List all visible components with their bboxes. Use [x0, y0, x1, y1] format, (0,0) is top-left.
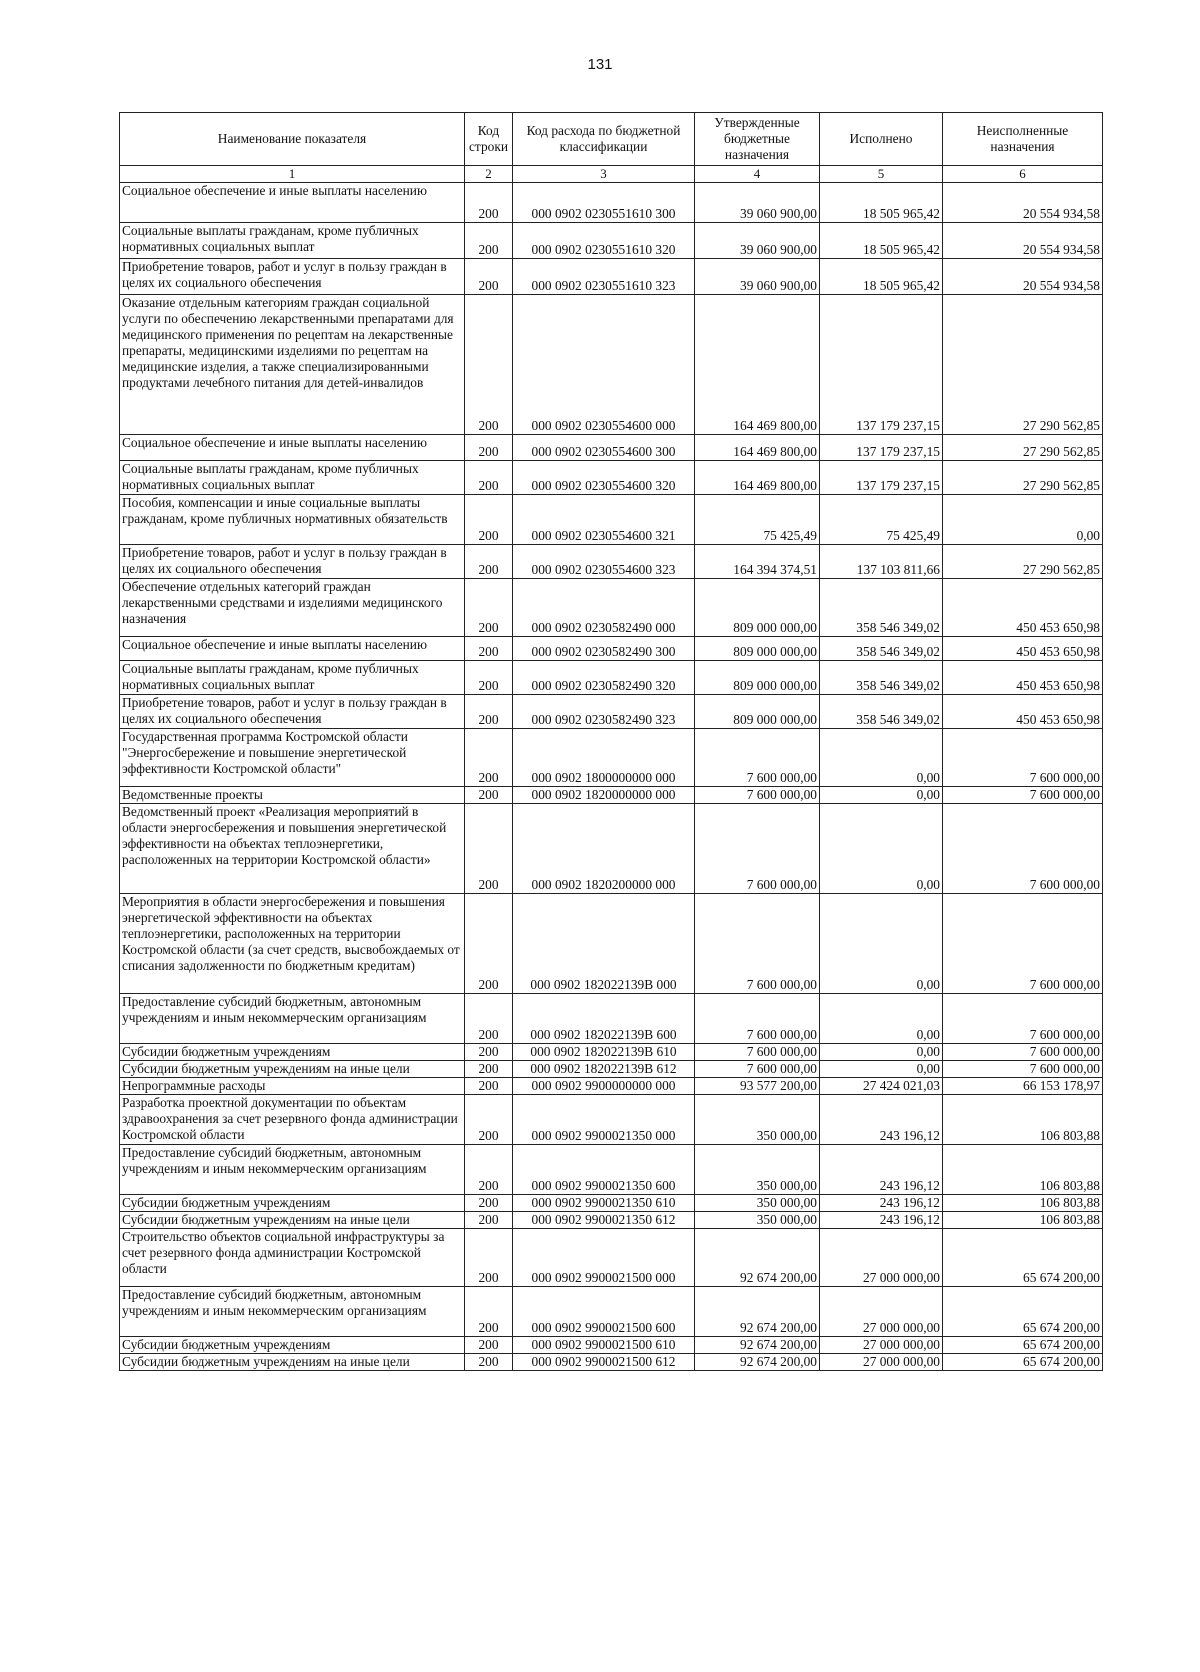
row-unexecuted: 106 803,88 — [943, 1145, 1103, 1195]
row-code: 200 — [465, 804, 513, 894]
row-name: Социальные выплаты гражданам, кроме публичных нормативных социальных выплат — [120, 223, 465, 259]
row-approved: 39 060 900,00 — [695, 183, 820, 223]
table-row — [120, 1287, 1103, 1337]
row-unexecuted: 450 453 650,98 — [943, 695, 1103, 729]
row-name: Ведомственные проекты — [120, 787, 465, 804]
row-executed: 243 196,12 — [820, 1095, 943, 1145]
row-name: Предоставление субсидий бюджетным, автономным учреждениям и иным некоммерческим организациям — [120, 1287, 465, 1337]
row-unexecuted: 27 290 562,85 — [943, 461, 1103, 495]
row-classification: 000 0902 1820000000 000 — [513, 787, 695, 804]
row-code: 200 — [465, 661, 513, 695]
table-row — [120, 787, 1103, 804]
row-unexecuted: 20 554 934,58 — [943, 223, 1103, 259]
row-code: 200 — [465, 1212, 513, 1229]
row-unexecuted: 106 803,88 — [943, 1212, 1103, 1229]
row-approved: 809 000 000,00 — [695, 661, 820, 695]
row-approved: 809 000 000,00 — [695, 695, 820, 729]
column-number: 1 — [120, 166, 465, 183]
row-unexecuted: 65 674 200,00 — [943, 1287, 1103, 1337]
row-executed: 75 425,49 — [820, 495, 943, 545]
table-row — [120, 495, 1103, 545]
row-code: 200 — [465, 1229, 513, 1287]
row-approved: 92 674 200,00 — [695, 1337, 820, 1354]
row-executed: 27 000 000,00 — [820, 1354, 943, 1371]
row-approved: 75 425,49 — [695, 495, 820, 545]
row-unexecuted: 66 153 178,97 — [943, 1078, 1103, 1095]
row-classification: 000 0902 182022139В 612 — [513, 1061, 695, 1078]
row-unexecuted: 106 803,88 — [943, 1095, 1103, 1145]
row-approved: 350 000,00 — [695, 1145, 820, 1195]
row-code: 200 — [465, 295, 513, 435]
table-row — [120, 183, 1103, 223]
row-unexecuted: 20 554 934,58 — [943, 259, 1103, 295]
row-classification: 000 0902 0230554600 300 — [513, 435, 695, 461]
row-name: Непрограммные расходы — [120, 1078, 465, 1095]
row-classification: 000 0902 9900000000 000 — [513, 1078, 695, 1095]
row-name: Субсидии бюджетным учреждениям на иные цели — [120, 1061, 465, 1078]
row-approved: 7 600 000,00 — [695, 994, 820, 1044]
row-name: Социальное обеспечение и иные выплаты населению — [120, 637, 465, 661]
table-row — [120, 1212, 1103, 1229]
row-classification: 000 0902 0230582490 000 — [513, 579, 695, 637]
row-code: 200 — [465, 894, 513, 994]
table-row — [120, 894, 1103, 994]
row-code: 200 — [465, 1078, 513, 1095]
table-row — [120, 637, 1103, 661]
row-unexecuted: 7 600 000,00 — [943, 729, 1103, 787]
row-approved: 7 600 000,00 — [695, 787, 820, 804]
row-code: 200 — [465, 1145, 513, 1195]
header-code: Код строки — [465, 113, 513, 166]
table-row — [120, 435, 1103, 461]
row-approved: 92 674 200,00 — [695, 1287, 820, 1337]
row-classification: 000 0902 182022139В 600 — [513, 994, 695, 1044]
row-name: Приобретение товаров, работ и услуг в пользу граждан в целях их социального обеспечения — [120, 695, 465, 729]
row-executed: 243 196,12 — [820, 1145, 943, 1195]
row-name: Социальные выплаты гражданам, кроме публичных нормативных социальных выплат — [120, 461, 465, 495]
row-executed: 18 505 965,42 — [820, 223, 943, 259]
row-code: 200 — [465, 461, 513, 495]
row-name: Социальные выплаты гражданам, кроме публичных нормативных социальных выплат — [120, 661, 465, 695]
row-code: 200 — [465, 729, 513, 787]
row-code: 200 — [465, 1195, 513, 1212]
table-row — [120, 579, 1103, 637]
table-row — [120, 1354, 1103, 1371]
row-unexecuted: 65 674 200,00 — [943, 1337, 1103, 1354]
row-executed: 0,00 — [820, 729, 943, 787]
row-name: Мероприятия в области энергосбережения и повышения энергетической эффективности на объектах теплоэнергетики, расположенных на территории Костромской области (за счет средств, высвобождаемых от списания задолженности по бюджетным кредитам) — [120, 894, 465, 994]
row-code: 200 — [465, 787, 513, 804]
row-approved: 164 394 374,51 — [695, 545, 820, 579]
table-row — [120, 1078, 1103, 1095]
column-number: 5 — [820, 166, 943, 183]
row-executed: 27 424 021,03 — [820, 1078, 943, 1095]
budget-report-table — [119, 112, 1103, 1371]
row-classification: 000 0902 0230551610 323 — [513, 259, 695, 295]
row-code: 200 — [465, 1044, 513, 1061]
header-unexecuted: Неисполненные назначения — [943, 113, 1103, 166]
row-approved: 92 674 200,00 — [695, 1354, 820, 1371]
row-approved: 7 600 000,00 — [695, 1044, 820, 1061]
column-number: 2 — [465, 166, 513, 183]
page-number: 131 — [587, 56, 613, 73]
row-name: Строительство объектов социальной инфраструктуры за счет резервного фонда администрации Костромской области — [120, 1229, 465, 1287]
row-classification: 000 0902 0230582490 300 — [513, 637, 695, 661]
column-number: 6 — [943, 166, 1103, 183]
row-executed: 358 546 349,02 — [820, 695, 943, 729]
row-executed: 0,00 — [820, 787, 943, 804]
header-classification: Код расхода по бюджетной классификации — [513, 113, 695, 166]
row-executed: 137 179 237,15 — [820, 295, 943, 435]
row-classification: 000 0902 0230554600 000 — [513, 295, 695, 435]
row-code: 200 — [465, 435, 513, 461]
row-classification: 000 0902 1820200000 000 — [513, 804, 695, 894]
row-executed: 27 000 000,00 — [820, 1337, 943, 1354]
table-header-row — [120, 113, 1103, 166]
row-unexecuted: 7 600 000,00 — [943, 1044, 1103, 1061]
row-executed: 358 546 349,02 — [820, 637, 943, 661]
row-name: Субсидии бюджетным учреждениям на иные цели — [120, 1212, 465, 1229]
row-name: Пособия, компенсации и иные социальные выплаты гражданам, кроме публичных нормативных обязательств — [120, 495, 465, 545]
row-approved: 164 469 800,00 — [695, 295, 820, 435]
row-unexecuted: 65 674 200,00 — [943, 1229, 1103, 1287]
row-code: 200 — [465, 259, 513, 295]
row-code: 200 — [465, 545, 513, 579]
row-classification: 000 0902 9900021500 610 — [513, 1337, 695, 1354]
column-number-row — [120, 166, 1103, 183]
row-name: Социальное обеспечение и иные выплаты населению — [120, 435, 465, 461]
row-executed: 0,00 — [820, 994, 943, 1044]
row-unexecuted: 27 290 562,85 — [943, 545, 1103, 579]
row-unexecuted: 7 600 000,00 — [943, 994, 1103, 1044]
row-unexecuted: 27 290 562,85 — [943, 435, 1103, 461]
header-name: Наименование показателя — [120, 113, 465, 166]
row-approved: 93 577 200,00 — [695, 1078, 820, 1095]
row-classification: 000 0902 9900021500 600 — [513, 1287, 695, 1337]
row-classification: 000 0902 182022139В 000 — [513, 894, 695, 994]
row-approved: 350 000,00 — [695, 1212, 820, 1229]
row-unexecuted: 20 554 934,58 — [943, 183, 1103, 223]
row-approved: 39 060 900,00 — [695, 223, 820, 259]
row-name: Субсидии бюджетным учреждениям на иные цели — [120, 1354, 465, 1371]
row-classification: 000 0902 0230582490 323 — [513, 695, 695, 729]
row-classification: 000 0902 0230554600 320 — [513, 461, 695, 495]
row-code: 200 — [465, 183, 513, 223]
row-executed: 0,00 — [820, 1044, 943, 1061]
row-classification: 000 0902 0230582490 320 — [513, 661, 695, 695]
table-row — [120, 729, 1103, 787]
row-name: Предоставление субсидий бюджетным, автономным учреждениям и иным некоммерческим организациям — [120, 1145, 465, 1195]
row-unexecuted: 450 453 650,98 — [943, 579, 1103, 637]
row-unexecuted: 106 803,88 — [943, 1195, 1103, 1212]
row-unexecuted: 27 290 562,85 — [943, 295, 1103, 435]
row-code: 200 — [465, 1287, 513, 1337]
table-row — [120, 1195, 1103, 1212]
row-classification: 000 0902 0230554600 321 — [513, 495, 695, 545]
row-code: 200 — [465, 994, 513, 1044]
row-name: Оказание отдельным категориям граждан социальной услуги по обеспечению лекарственными препаратами для медицинского применения по рецептам на лекарственные препараты, медицинскими изделиями по рецептам на медицинские изделия, а также специализированными продуктами лечебного питания для детей-инвалидов — [120, 295, 465, 435]
row-name: Ведомственный проект «Реализация мероприятий в области энергосбережения и повышения энергетической эффективности на объектах теплоэнергетики, расположенных на территории Костромской области» — [120, 804, 465, 894]
row-approved: 809 000 000,00 — [695, 637, 820, 661]
row-executed: 0,00 — [820, 1061, 943, 1078]
header-executed: Исполнено — [820, 113, 943, 166]
row-code: 200 — [465, 1337, 513, 1354]
row-executed: 243 196,12 — [820, 1195, 943, 1212]
row-approved: 164 469 800,00 — [695, 461, 820, 495]
row-unexecuted: 65 674 200,00 — [943, 1354, 1103, 1371]
row-classification: 000 0902 0230554600 323 — [513, 545, 695, 579]
row-name: Обеспечение отдельных категорий граждан лекарственными средствами и изделиями медицинского назначения — [120, 579, 465, 637]
table-row — [120, 295, 1103, 435]
row-name: Субсидии бюджетным учреждениям — [120, 1337, 465, 1354]
row-approved: 809 000 000,00 — [695, 579, 820, 637]
row-approved: 164 469 800,00 — [695, 435, 820, 461]
row-classification: 000 0902 9900021350 000 — [513, 1095, 695, 1145]
row-approved: 7 600 000,00 — [695, 894, 820, 994]
row-approved: 7 600 000,00 — [695, 1061, 820, 1078]
row-executed: 18 505 965,42 — [820, 259, 943, 295]
row-code: 200 — [465, 1354, 513, 1371]
row-unexecuted: 7 600 000,00 — [943, 804, 1103, 894]
row-executed: 137 179 237,15 — [820, 461, 943, 495]
row-unexecuted: 450 453 650,98 — [943, 661, 1103, 695]
row-executed: 358 546 349,02 — [820, 579, 943, 637]
row-code: 200 — [465, 223, 513, 259]
table-row — [120, 994, 1103, 1044]
row-executed: 27 000 000,00 — [820, 1229, 943, 1287]
table-row — [120, 1095, 1103, 1145]
table-row — [120, 223, 1103, 259]
row-classification: 000 0902 182022139В 610 — [513, 1044, 695, 1061]
row-code: 200 — [465, 1061, 513, 1078]
row-executed: 27 000 000,00 — [820, 1287, 943, 1337]
row-code: 200 — [465, 579, 513, 637]
row-executed: 137 103 811,66 — [820, 545, 943, 579]
row-name: Субсидии бюджетным учреждениям — [120, 1195, 465, 1212]
row-name: Приобретение товаров, работ и услуг в пользу граждан в целях их социального обеспечения — [120, 545, 465, 579]
row-executed: 137 179 237,15 — [820, 435, 943, 461]
header-approved: Утвержденные бюджетные назначения — [695, 113, 820, 166]
row-code: 200 — [465, 695, 513, 729]
row-unexecuted: 7 600 000,00 — [943, 787, 1103, 804]
column-number: 3 — [513, 166, 695, 183]
row-executed: 358 546 349,02 — [820, 661, 943, 695]
table-row — [120, 804, 1103, 894]
row-classification: 000 0902 9900021500 000 — [513, 1229, 695, 1287]
row-executed: 0,00 — [820, 894, 943, 994]
table-row — [120, 1044, 1103, 1061]
column-number: 4 — [695, 166, 820, 183]
table-row — [120, 1337, 1103, 1354]
row-classification: 000 0902 9900021350 600 — [513, 1145, 695, 1195]
row-classification: 000 0902 9900021500 612 — [513, 1354, 695, 1371]
row-executed: 243 196,12 — [820, 1212, 943, 1229]
row-executed: 0,00 — [820, 804, 943, 894]
row-approved: 7 600 000,00 — [695, 729, 820, 787]
table-row — [120, 259, 1103, 295]
row-name: Приобретение товаров, работ и услуг в пользу граждан в целях их социального обеспечения — [120, 259, 465, 295]
row-approved: 39 060 900,00 — [695, 259, 820, 295]
row-classification: 000 0902 1800000000 000 — [513, 729, 695, 787]
row-name: Социальное обеспечение и иные выплаты населению — [120, 183, 465, 223]
row-name: Государственная программа Костромской области "Энергосбережение и повышение энергетической эффективности Костромской области" — [120, 729, 465, 787]
row-code: 200 — [465, 1095, 513, 1145]
row-classification: 000 0902 9900021350 610 — [513, 1195, 695, 1212]
row-unexecuted: 0,00 — [943, 495, 1103, 545]
table-row — [120, 461, 1103, 495]
table-row — [120, 1145, 1103, 1195]
row-classification: 000 0902 9900021350 612 — [513, 1212, 695, 1229]
table-row — [120, 545, 1103, 579]
row-unexecuted: 7 600 000,00 — [943, 894, 1103, 994]
table-row — [120, 661, 1103, 695]
row-name: Предоставление субсидий бюджетным, автономным учреждениям и иным некоммерческим организациям — [120, 994, 465, 1044]
row-unexecuted: 450 453 650,98 — [943, 637, 1103, 661]
row-approved: 7 600 000,00 — [695, 804, 820, 894]
row-classification: 000 0902 0230551610 300 — [513, 183, 695, 223]
row-code: 200 — [465, 495, 513, 545]
row-classification: 000 0902 0230551610 320 — [513, 223, 695, 259]
row-approved: 350 000,00 — [695, 1095, 820, 1145]
table-row — [120, 695, 1103, 729]
row-name: Разработка проектной документации по объектам здравоохранения за счет резервного фонда администрации Костромской области — [120, 1095, 465, 1145]
row-unexecuted: 7 600 000,00 — [943, 1061, 1103, 1078]
row-name: Субсидии бюджетным учреждениям — [120, 1044, 465, 1061]
row-code: 200 — [465, 637, 513, 661]
row-approved: 350 000,00 — [695, 1195, 820, 1212]
row-executed: 18 505 965,42 — [820, 183, 943, 223]
table-row — [120, 1061, 1103, 1078]
row-approved: 92 674 200,00 — [695, 1229, 820, 1287]
table-row — [120, 1229, 1103, 1287]
